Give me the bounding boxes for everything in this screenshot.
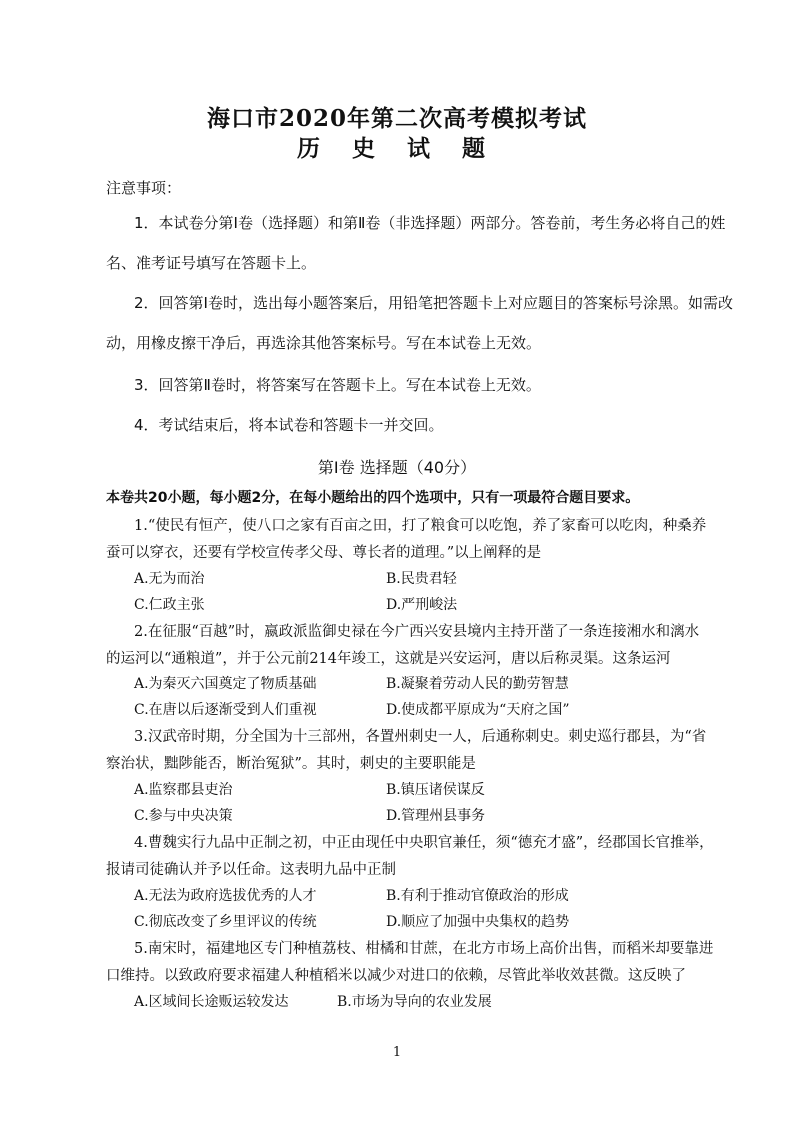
q2-option-a: A.为秦灭六国奠定了物质基础 — [134, 676, 317, 692]
question-5-line-2: 口维持。以致政府要求福建人种植稻米以减少对进口的依赖，尽管此举收效甚微。这反映了 — [106, 968, 686, 984]
question-2-line-1: 2.在征服“百越”时，嬴政派监御史禄在今广西兴安县境内主持开凿了一条连接湘水和漓水 — [134, 624, 700, 640]
page-number: 1 — [392, 1045, 402, 1060]
q5-option-a: A.区域间长途贩运较发达 — [134, 994, 289, 1010]
q1-option-b: B.民贵君轻 — [386, 571, 457, 587]
question-4-line-1: 4.曹魏实行九品中正制之初，中正由现任中央职官兼任，须“德充才盛”，经郡国长官推举， — [134, 835, 714, 851]
q3-option-b: B.镇压诸侯谋反 — [386, 782, 485, 798]
note-2-line-2: 动，用橡皮擦干净后，再选涂其他答案标号。写在本试卷上无效。 — [106, 334, 542, 352]
question-3-line-1: 3.汉武帝时期，分全国为十三部州，各置州刺史一人，后通称刺史。刺史巡行郡县，为“省 — [134, 729, 707, 745]
question-1-line-1: 1.“使民有恒产，使八口之家有百亩之田，打了粮食可以吃饱，养了家畜可以吃肉，种桑养 — [134, 518, 707, 534]
q3-option-c: C.参与中央决策 — [134, 808, 233, 824]
q4-option-b: B.有利于推动官僚政治的形成 — [386, 888, 569, 904]
q5-option-b: B.市场为导向的农业发展 — [337, 994, 492, 1010]
q4-option-a: A.无法为政府选拔优秀的人才 — [134, 888, 317, 904]
note-3: 3．回答第Ⅱ卷时，将答案写在答题卡上。写在本试卷上无效。 — [134, 376, 541, 394]
notes-heading: 注意事项： — [106, 179, 182, 197]
q2-option-d: D.使成都平原成为“天府之国” — [386, 702, 570, 718]
q3-option-a: A.监察郡县吏治 — [134, 782, 233, 798]
question-2-line-2: 的运河以“通粮道”，并于公元前214年竣工，这就是兴安运河，唐以后称灵渠。这条运河 — [106, 651, 671, 667]
question-4-line-2: 报请司徒确认并予以任命。这表明九品中正制 — [106, 862, 396, 878]
q1-option-c: C.仁政主张 — [134, 597, 205, 613]
q4-option-d: D.顺应了加强中央集权的趋势 — [386, 914, 570, 930]
q1-option-a: A.无为而治 — [134, 571, 205, 587]
q2-option-c: C.在唐以后逐渐受到人们重视 — [134, 702, 317, 718]
note-1-line-2: 名、准考证号填写在答题卡上。 — [106, 254, 317, 272]
note-2-line-1: 2．回答第Ⅰ卷时，选出每小题答案后，用铅笔把答题卡上对应题目的答案标号涂黑。如需改 — [134, 294, 733, 312]
question-3-line-2: 察治状，黜陟能否，断治冤狱”。其时，刺史的主要职能是 — [106, 756, 476, 772]
exam-subtitle: 历 史 试 题 — [296, 135, 498, 162]
q3-option-d: D.管理州县事务 — [386, 808, 486, 824]
q2-option-b: B.凝聚着劳动人民的勤劳智慧 — [386, 676, 569, 692]
question-1-line-2: 蚕可以穿衣，还要有学校宣传孝父母、尊长者的道理。”以上阐释的是 — [106, 545, 542, 561]
exam-title: 海口市2020年第二次高考模拟考试 — [206, 105, 587, 132]
q1-option-d: D.严刑峻法 — [386, 597, 458, 613]
note-4: 4．考试结束后，将本试卷和答题卡一并交回。 — [134, 416, 444, 434]
q4-option-c: C.彻底改变了乡里评议的传统 — [134, 914, 317, 930]
section-title: 第Ⅰ卷 选择题（40分） — [317, 458, 477, 477]
section-description: 本卷共20小题，每小题2分，在每小题给出的四个选项中，只有一项最符合题目要求。 — [106, 490, 640, 506]
note-1-line-1: 1．本试卷分第Ⅰ卷（选择题）和第Ⅱ卷（非选择题）两部分。答卷前，考生务必将自己的姓 — [134, 214, 726, 232]
question-5-line-1: 5.南宋时，福建地区专门种植荔枝、柑橘和甘蔗，在北方市场上高价出售，而稻米却要靠进 — [134, 941, 714, 957]
